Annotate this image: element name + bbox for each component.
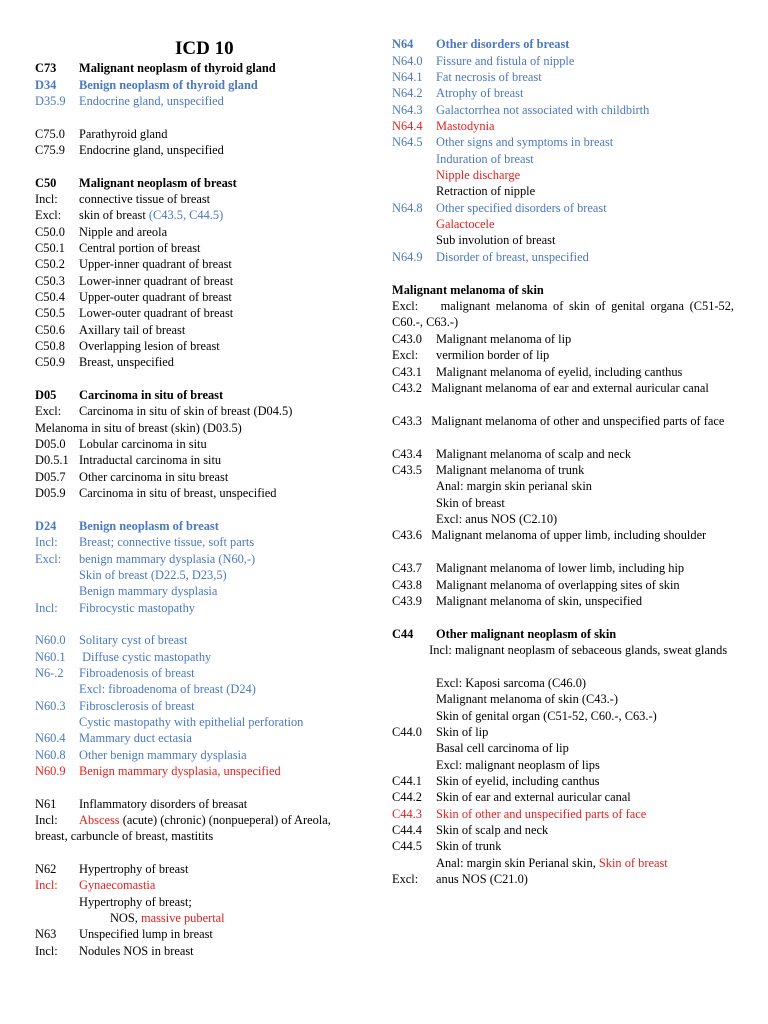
entry-code: C44.0	[392, 725, 422, 739]
entry-code: Excl:	[35, 208, 62, 222]
entry-text: Nipple and areola	[79, 225, 168, 239]
entry-text: Skin of scalp and neck	[436, 823, 549, 837]
icd-entry	[35, 93, 224, 109]
entry-text: Melanoma in situ of breast (skin) (D03.5)	[35, 421, 242, 435]
entry-text: Fibrocystic mastopathy	[79, 601, 195, 615]
entry-code: N6-.2	[35, 666, 64, 680]
icd-entry	[392, 151, 534, 167]
entry-text: Hypertrophy of breast	[79, 862, 189, 876]
icd-entry	[35, 256, 232, 272]
icd-entry	[392, 626, 616, 642]
entry-text: Malignant melanoma of trunk	[436, 463, 585, 477]
icd-entry	[392, 675, 586, 691]
icd-entry	[392, 593, 642, 609]
icd-entry	[392, 838, 501, 854]
entry-code: N64.0	[392, 54, 423, 68]
entry-code: C43.0	[392, 332, 422, 346]
entry-code: C50	[35, 176, 57, 190]
entry-text: Fat necrosis of breast	[436, 70, 542, 84]
entry-text: Central portion of breast	[79, 241, 201, 255]
icd-entry	[392, 855, 668, 871]
entry-text: Benign neoplasm of breast	[79, 519, 219, 533]
entry-text: Skin of breast	[436, 496, 505, 510]
entry-code: C50.0	[35, 225, 65, 239]
icd-entry	[35, 207, 223, 223]
entry-code: D34	[35, 78, 57, 92]
entry-text: Upper-inner quadrant of breast	[79, 257, 232, 271]
icd-entry	[35, 877, 155, 893]
icd-entry	[35, 763, 281, 779]
icd-entry	[392, 216, 494, 232]
icd-entry	[35, 60, 276, 76]
entry-extra: Skin of breast	[598, 856, 668, 870]
entry-code: Incl:	[35, 944, 58, 958]
entry-code: C43.8	[392, 578, 422, 592]
icd-entry	[35, 420, 242, 436]
entry-text: Lobular carcinoma in situ	[79, 437, 207, 451]
entry-code: N60.8	[35, 748, 66, 762]
entry-text: Atrophy of breast	[436, 86, 524, 100]
entry-code: C50.3	[35, 274, 65, 288]
entry-text: Malignant neoplasm of thyroid gland	[79, 61, 276, 75]
entry-text: vermilion border of lip	[436, 348, 550, 362]
entry-text: Skin of lip	[436, 725, 489, 739]
entry-text: Carcinoma in situ of skin of breast (D04.5)	[79, 404, 293, 418]
icd-entry	[392, 577, 680, 593]
entry-code: D35.9	[35, 94, 66, 108]
entry-code: N64.3	[392, 103, 423, 117]
entry-text: Anal: margin skin perianal skin	[436, 479, 593, 493]
entry-extra: (C43.5, C44.5)	[145, 208, 224, 222]
entry-text: Benign mammary dysplasia	[79, 584, 218, 598]
icd-entry	[35, 796, 247, 812]
entry-code: N61	[35, 797, 57, 811]
entry-text: C43.2 Malignant melanoma of ear and external auricular canal	[392, 381, 709, 395]
entry-text: Anal: margin skin Perianal skin,	[436, 856, 599, 870]
entry-code: C50.8	[35, 339, 65, 353]
icd-entry	[35, 289, 232, 305]
entry-text: Other signs and symptoms in breast	[436, 135, 614, 149]
entry-text: Malignant melanoma of eyelid, including canthus	[436, 365, 683, 379]
entry-text: Malignant melanoma of lip	[436, 332, 572, 346]
entry-code: C44.4	[392, 823, 422, 837]
icd-entry	[392, 118, 495, 134]
entry-text: Breast; connective tissue, soft parts	[79, 535, 255, 549]
entry-text: Incl: malignant neoplasm of sebaceous glands, sweat glands	[392, 643, 728, 657]
icd-entry	[35, 894, 192, 910]
entry-extra: (acute) (chronic) (nonpueperal) of Areola,	[119, 813, 331, 827]
icd-entry	[35, 681, 256, 697]
entry-code: Excl:	[35, 404, 62, 418]
entry-text: Skin of breast (D22.5, D23,5)	[79, 568, 227, 582]
entry-text: Unspecified lump in breast	[79, 927, 213, 941]
entry-text: Excl: fibroadenoma of breast (D24)	[79, 682, 256, 696]
entry-text: Galactorrhea not associated with childbirth	[436, 103, 650, 117]
entry-text: Breast, unspecified	[79, 355, 174, 369]
icd-entry	[35, 583, 217, 599]
entry-text: Other benign mammary dysplasia	[79, 748, 247, 762]
icd-entry	[392, 789, 631, 805]
entry-text: Other disorders of breast	[436, 37, 570, 51]
entry-text: connective tissue of breast	[79, 192, 211, 206]
entry-text: Skin of trunk	[436, 839, 502, 853]
entry-code: N64.8	[392, 201, 423, 215]
entry-text: Malignant melanoma of skin	[392, 283, 544, 297]
entry-code: C50.5	[35, 306, 65, 320]
page-title: ICD 10	[175, 38, 234, 59]
entry-code: N60.0	[35, 633, 66, 647]
icd-entry	[35, 698, 195, 714]
entry-text: Basal cell carcinoma of lip	[436, 741, 569, 755]
entry-code: D05.7	[35, 470, 66, 484]
entry-text: Upper-outer quadrant of breast	[79, 290, 232, 304]
entry-code: N60.9	[35, 764, 66, 778]
entry-code: N60.4	[35, 731, 66, 745]
icd-entry	[35, 305, 233, 321]
icd-entry	[392, 478, 592, 494]
entry-code: C43.7	[392, 561, 422, 575]
entry-code: N60.3	[35, 699, 66, 713]
icd-entry	[392, 511, 557, 527]
icd-entry	[35, 567, 227, 583]
entry-code: N62	[35, 862, 57, 876]
entry-text: Skin of genital organ (C51-52, C60.-, C63.-)	[436, 709, 657, 723]
entry-code: N60.1	[35, 650, 66, 664]
entry-text: Solitary cyst of breast	[79, 633, 188, 647]
entry-code: C50.6	[35, 323, 65, 337]
icd-entry	[392, 102, 649, 118]
icd-entry	[392, 757, 600, 773]
icd-entry	[392, 298, 738, 331]
entry-text: Carcinoma in situ of breast, unspecified	[79, 486, 277, 500]
entry-text: Lower-inner quadrant of breast	[79, 274, 234, 288]
entry-code: N64.5	[392, 135, 423, 149]
entry-text: C43.6 Malignant melanoma of upper limb, including shoulder	[392, 528, 707, 542]
icd-entry	[392, 495, 505, 511]
entry-text: Abscess	[79, 813, 120, 827]
entry-text: Induration of breast	[436, 152, 534, 166]
icd-entry	[35, 338, 220, 354]
entry-text: Malignant neoplasm of breast	[79, 176, 237, 190]
entry-code: Incl:	[35, 878, 58, 892]
entry-code: C73	[35, 61, 57, 75]
icd-entry	[392, 331, 571, 347]
entry-code: C44.3	[392, 807, 422, 821]
entry-text: Retraction of nipple	[436, 184, 536, 198]
icd-entry	[392, 232, 555, 248]
icd-entry	[392, 413, 734, 429]
icd-entry	[35, 240, 200, 256]
icd-entry	[35, 534, 254, 550]
entry-text: Malignant melanoma of scalp and neck	[436, 447, 632, 461]
entry-code: C44	[392, 627, 414, 641]
entry-text: Galactocele	[436, 217, 495, 231]
entry-text: Skin of other and unspecified parts of face	[436, 807, 647, 821]
entry-code: N64	[392, 37, 414, 51]
icd-entry	[35, 322, 185, 338]
entry-code: C50.2	[35, 257, 65, 271]
entry-text: Fibroadenosis of breast	[79, 666, 195, 680]
entry-code: C44.1	[392, 774, 422, 788]
icd-entry	[35, 551, 255, 567]
entry-text: Excl: malignant neoplasm of lips	[436, 758, 600, 772]
icd-entry	[35, 943, 194, 959]
icd-entry	[392, 364, 682, 380]
entry-code: C43.5	[392, 463, 422, 477]
entry-text: Excl: malignant melanoma of skin of genital organa (C51-52, C60.-, C63.-)	[392, 299, 738, 330]
icd-entry	[392, 347, 549, 363]
icd-entry	[392, 167, 520, 183]
entry-text: Diffuse cystic mastopathy	[79, 650, 212, 664]
icd-entry	[392, 85, 523, 101]
icd-entry	[35, 77, 258, 93]
icd-entry	[392, 53, 574, 69]
icd-entry	[392, 249, 589, 265]
entry-code: C43.1	[392, 365, 422, 379]
entry-extra: massive pubertal	[140, 911, 225, 925]
entry-text: Intraductal carcinoma in situ	[79, 453, 222, 467]
icd-entry	[35, 387, 223, 403]
icd-entry	[392, 642, 734, 658]
entry-text: Benign neoplasm of thyroid gland	[79, 78, 258, 92]
icd-entry	[35, 926, 213, 942]
entry-code: C50.9	[35, 355, 65, 369]
icd-entry	[35, 142, 224, 158]
icd-entry	[35, 452, 221, 468]
entry-text: Malignant melanoma of lower limb, including hip	[436, 561, 685, 575]
entry-code: C75.9	[35, 143, 65, 157]
entry-code: Incl:	[35, 813, 58, 827]
icd-entry	[392, 806, 646, 822]
entry-code: C44.2	[392, 790, 422, 804]
entry-text: anus NOS (C21.0)	[436, 872, 528, 886]
entry-code: N64.4	[392, 119, 423, 133]
icd-entry	[35, 649, 211, 665]
entry-code: D05.0	[35, 437, 66, 451]
entry-text: Gynaecomastia	[79, 878, 156, 892]
entry-code: C43.4	[392, 447, 422, 461]
icd-entry	[35, 665, 195, 681]
icd-entry	[392, 527, 734, 543]
icd-entry	[392, 871, 528, 887]
icd-entry	[392, 822, 548, 838]
entry-text: Nipple discharge	[436, 168, 521, 182]
entry-text: Skin of eyelid, including canthus	[436, 774, 600, 788]
entry-text: Benign mammary dysplasia, unspecified	[79, 764, 281, 778]
icd-entry	[35, 126, 167, 142]
entry-text: Inflammatory disorders of breasat	[79, 797, 248, 811]
entry-text: Nodules NOS in breast	[79, 944, 194, 958]
entry-code: Excl:	[35, 552, 62, 566]
icd-entry	[35, 730, 192, 746]
icd-entry	[392, 69, 542, 85]
entry-text: Excl: Kaposi sarcoma (C46.0)	[436, 676, 587, 690]
icd-entry	[392, 462, 584, 478]
entry-text: Hypertrophy of breast;	[79, 895, 192, 909]
entry-text: Parathyroid gland	[79, 127, 168, 141]
icd-entry	[35, 518, 219, 534]
icd-entry	[392, 773, 599, 789]
entry-text: Mammary duct ectasia	[79, 731, 192, 745]
icd-entry	[392, 134, 613, 150]
icd-entry	[392, 560, 684, 576]
entry-code: D0.5.1	[35, 453, 69, 467]
icd-entry	[392, 200, 607, 216]
icd-entry	[35, 273, 233, 289]
icd-entry	[35, 403, 292, 419]
icd-entry	[392, 380, 734, 396]
entry-text: Malignant melanoma of skin (C43.-)	[436, 692, 619, 706]
entry-code: C50.1	[35, 241, 65, 255]
icd-entry	[35, 354, 174, 370]
entry-text: NOS,	[79, 911, 141, 925]
entry-code: Incl:	[35, 192, 58, 206]
entry-text: Excl: anus NOS (C2.10)	[436, 512, 558, 526]
icd-entry	[35, 632, 187, 648]
icd-entry	[392, 691, 618, 707]
entry-text: Axillary tail of breast	[79, 323, 186, 337]
entry-code: N64.1	[392, 70, 423, 84]
entry-text: Other specified disorders of breast	[436, 201, 607, 215]
entry-text: Skin of ear and external auricular canal	[436, 790, 631, 804]
entry-code: Incl:	[35, 535, 58, 549]
entry-text: Disorder of breast, unspecified	[436, 250, 589, 264]
entry-code: C50.4	[35, 290, 65, 304]
icd-entry	[35, 485, 277, 501]
icd-entry	[35, 436, 207, 452]
entry-code: Excl:	[392, 872, 419, 886]
entry-text: Sub involution of breast	[436, 233, 556, 247]
entry-code: C75.0	[35, 127, 65, 141]
entry-text: Other malignant neoplasm of skin	[436, 627, 617, 641]
entry-text: Other carcinoma in situ breast	[79, 470, 229, 484]
entry-text: Lower-outer quadrant of breast	[79, 306, 234, 320]
entry-text: benign mammary dysplasia (N60,-)	[79, 552, 256, 566]
icd-entry	[35, 910, 225, 926]
entry-text: Fibrosclerosis of breast	[79, 699, 195, 713]
icd-entry	[35, 828, 213, 844]
entry-text: Carcinoma in situ of breast	[79, 388, 224, 402]
entry-text: Endocrine gland, unspecified	[79, 143, 224, 157]
entry-text: Mastodynia	[436, 119, 495, 133]
icd-entry	[392, 282, 544, 298]
icd-entry	[392, 740, 569, 756]
icd-entry	[35, 224, 167, 240]
entry-code: C44.5	[392, 839, 422, 853]
icd-entry	[35, 747, 247, 763]
entry-text: Cystic mastopathy with epithelial perforation	[79, 715, 304, 729]
entry-text: breast, carbuncle of breast, mastitits	[35, 829, 214, 843]
entry-text: Fissure and fistula of nipple	[436, 54, 575, 68]
icd-entry	[35, 861, 188, 877]
entry-code: Incl:	[35, 601, 58, 615]
icd-entry	[35, 469, 228, 485]
entry-text: Malignant melanoma of skin, unspecified	[436, 594, 643, 608]
icd-entry	[35, 812, 331, 828]
icd-entry	[392, 183, 535, 199]
entry-text: Endocrine gland, unspecified	[79, 94, 224, 108]
entry-code: N64.9	[392, 250, 423, 264]
entry-code: C43.9	[392, 594, 422, 608]
entry-text: C43.3 Malignant melanoma of other and unspecified parts of face	[392, 414, 725, 428]
entry-text: Overlapping lesion of breast	[79, 339, 220, 353]
icd-entry	[35, 175, 237, 191]
entry-code: D24	[35, 519, 57, 533]
icd-entry	[392, 36, 569, 52]
entry-text: skin of breast	[79, 208, 146, 222]
entry-code: D05.9	[35, 486, 66, 500]
icd-entry	[392, 446, 631, 462]
icd-entry	[392, 708, 657, 724]
entry-code: N63	[35, 927, 57, 941]
entry-code: D05	[35, 388, 57, 402]
icd-entry	[392, 724, 488, 740]
entry-code: N64.2	[392, 86, 423, 100]
entry-text: Malignant melanoma of overlapping sites of skin	[436, 578, 680, 592]
entry-code: Excl:	[392, 348, 419, 362]
icd-entry	[35, 191, 210, 207]
icd-entry	[35, 600, 195, 616]
icd-entry	[35, 714, 303, 730]
